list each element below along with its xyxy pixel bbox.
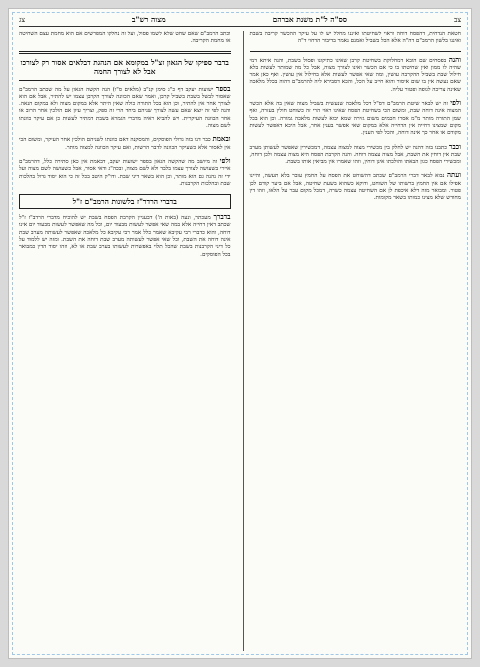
paragraph-lead-word: ועתה bbox=[446, 170, 461, 180]
intro-text: וכתב הרמב"ם שאם שחט שלא לשמו פסול, ועל זה נחלקו המפרשים אם הוא מחמת עצם השחיטה או מחמת הקריבה. bbox=[19, 31, 231, 45]
section-box-title: בדברי הרדר"ז בלשונות הרמב"ם ז"ל bbox=[19, 194, 231, 209]
intro-paragraph bbox=[250, 31, 462, 46]
paragraph-text: זה מיושב מה שהקשה הגאון בספר ישועות יעקב, דבאמת אין כאן סתירה כלל, דהרמב"ם איירי בשעושה לצורך עצמו בלבד ולא לשם מצוה, ובכה"ג ודאי אסור, אבל כשעושה לשם מצוה ועל ידי זה נהנה גם הוא מותר, וכן הוא בשאר דיני שבת. ודו"ק היטב בכל זה כי הוא יסוד גדול בהלכות שבת ובהלכות הקרבנות. bbox=[19, 158, 231, 187]
header-title: סס"ה ל"ת משנת אברהם bbox=[272, 15, 348, 24]
paragraph-lead-word: ובאמת bbox=[212, 134, 231, 144]
paragraph-text: ישועות יעקב דף כ"ג סימן קנ"ב (מלאים ס"ו) הנה הקשה הגאון על מה שכתב הרמב"ם שאסור לבשל בשבת בשביל קרבן, ואמר שאם הכוונה לצורך הקרבן עצמו יש להתיר, אבל אם הוא לצורך אחר אין להתיר, וכן הוא בכל התורה כולה שאין היתר אלא במקום מצוה ולא במקום הנאה. והנה לפי זה יוצא שאם עשה לצורך שניהם ביחד הרי זה ספק, וצריך עיון אם הולכין אחר הרוב או אחר הכוונה העיקרית. ויש להביא ראיה מדברי הגמרא בשבת דמתיר לעשות כן אם עיקר כוונתו לשם מצוה. bbox=[19, 86, 231, 130]
paragraph bbox=[250, 171, 462, 202]
header-mitzvah: מצוה רש"ב bbox=[131, 15, 166, 24]
left-column bbox=[19, 31, 231, 651]
page-header bbox=[19, 15, 461, 27]
divider bbox=[19, 80, 231, 81]
paragraph bbox=[250, 99, 462, 137]
paragraph-lead-word: ולפי bbox=[219, 155, 231, 165]
divider bbox=[250, 51, 462, 52]
document-page bbox=[8, 8, 472, 659]
paragraph-text: נבוא לבאר דברי הרמב"ם שכתב דהשוחט את הפסח על החמץ עובר בלא תעשה, והיינו אפילו אם אין החמץ ברשותו של השוחט, ודוקא כשהוא בשעת שחיטה, אבל אם ביער קודם לכן פטור. ומבואר מזה דלא איכפת לן אם השחיטה עצמה כשרה, דמכל מקום עבר על הלאו, וזהו דין מחודש שלא מצינו כמותו בשאר מקומות. bbox=[249, 173, 461, 202]
header-right-page-number: צב bbox=[453, 16, 461, 24]
paragraph-text: זה יש לבאר שיטת הרמב"ם דס"ל דכל מלאכה שנעשית בשביל מצוה שאין בה אלא הכשר המצוה אינה דוחה שבת, ומשום הכי בשחיטת הפסח שאינו ראוי הרי זה כשוחט חולין בעזרה, ואף שמן התורה מותר מ"מ אסרו חכמים משום גזירה שמא יבוא לעשות מלאכה גמורה. וכן הוא בכל מקום שמצינו דחייה אין הדחייה אלא במקום שאי אפשר בענין אחר, אבל היכא דאפשר לעשות מקודם או אחר כך אינה דוחה, והכל לפי הענין. bbox=[249, 101, 461, 137]
paragraph-lead-word: ולפי bbox=[450, 98, 461, 108]
paragraph-text: כתבנו בזה דהנה יש לחלק בין מכשירי מצוה למצוה עצמה, דמכשירין שאפשר לעשותן מערב שבת אין דוחין את השבת, אבל מצוה עצמה דוחה. והנה הקרבת הפסח היא מצוה עצמה ולכן דוחה, ומכשירי הפסח כגון הבאתו והולכתו אינן דוחין, וזהו שאמרו אין מביאין אותו בשבת. bbox=[249, 144, 461, 166]
paragraph-text: בפסחים שם הובא דמחלוקת בשחיטת קרבן שאינו כתיקונו ופסול בשבת, והנה איתא דמי שהיה לו ממון ואין שחיטתו בו כי אם הכשר ואינו לצורך מצוה, אבל כל מה שמותר לעשות בלא חילול שבת בשביל ההקרבה עושין, ומה שאי אפשר לעשות אלא בחילול אין עושין. ואף כאן אמר שאם נעשה אין בו שום איסור והוא חייב על הכל, והכא דסבירא ליה להרמב"ם דהוה בכלל מלאכה שאינה צריכה לגופה ופטור עליה. bbox=[249, 57, 461, 93]
divider bbox=[19, 51, 231, 54]
intro-paragraph bbox=[19, 31, 231, 46]
paragraph bbox=[250, 143, 462, 167]
right-column bbox=[243, 31, 462, 651]
paragraph-lead-word: והנה bbox=[448, 54, 461, 64]
paragraph bbox=[19, 135, 231, 152]
paragraph-lead-word: וכבר bbox=[448, 141, 461, 151]
paragraph bbox=[19, 213, 231, 259]
section-title: בדבר ספיקו של הגאון זצ"ל במקומא אם הנהגת דבלאים אסור רק לצורכו אבל לא לצורך החמה bbox=[20, 57, 229, 76]
paragraph bbox=[250, 56, 462, 94]
paragraph-text: מעכתר, ונעה (באות ה') דבעניין הקרבת הפסח בשבת יש להוכיח מדברי הרדב"ז ז"ל שכתב דאין דחייה אלא במה שאי אפשר לעשות מבעוד יום, וכל מה שאפשר לעשות מבעוד יום אינו דוחה, והוא כדברי רבי עקיבא שאמר כלל אמר רבי עקיבא כל מלאכה שאפשר לעשותה מערב שבת אינה דוחה את השבת, וכל שאי אפשר לעשותה מערב שבת דוחה את השבת. ומזה יש ללמוד על כל דיני הקרבנות בשבת שהכל תלוי באפשרות לעשותו בערב שבת או לא, וזהו יסוד הדין כמבואר בכל הפוסקים. bbox=[19, 215, 231, 258]
intro-text: חטאת הנדחית, דהפסח דוחה וראוי לשחיטתו ואיננו מחלל יש לו על עיקר ההכשר קריבה בשבת ואיננו בלשון הרמב"ם דה"ה אלא הכל בשביל ואמנם נאמר בדיבור הדחוי ד"ה bbox=[249, 31, 461, 45]
paragraph bbox=[19, 157, 231, 188]
paragraph-text: כבר דנו בזה גדולי הפוסקים, והמסקנה דאם כוונתו לשניהם הולכין אחר העיקר, ומשום הכי אין לאסור אלא כשעיקר הכוונה לדבר הרשות, ואם עיקר הכוונה למצוה מותר. bbox=[19, 137, 231, 151]
header-left-page-number: צג bbox=[19, 16, 26, 24]
paragraph-lead-word: בדברך bbox=[213, 212, 231, 222]
text-columns bbox=[19, 31, 461, 651]
paragraph-lead-word: בספר bbox=[215, 83, 231, 93]
paragraph bbox=[19, 85, 231, 131]
